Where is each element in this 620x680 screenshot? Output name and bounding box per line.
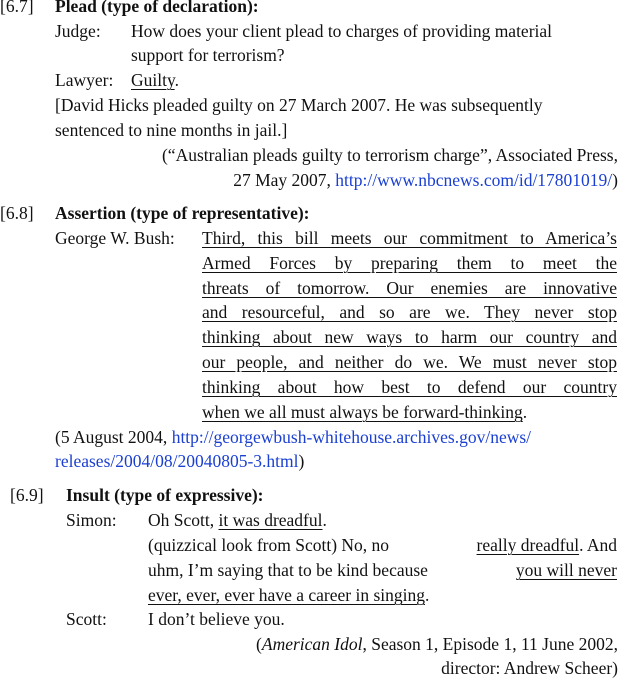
source-citation-bush-line-1 <box>55 427 531 448</box>
example-number-6-8: [6.8] <box>0 203 34 223</box>
lawyer-utterance-underlined: Guilty <box>131 70 175 90</box>
simon-line-2-underlined: really dreadful <box>476 535 580 555</box>
simon-line-1-start: Oh Scott, <box>148 510 219 530</box>
source-citation-bush-line-2 <box>55 451 304 472</box>
source-citation-idol-line-2: director: Andrew Scheer) <box>441 658 618 678</box>
source-citation-idol-details: , Season 1, Episode 1, 11 June 2002, <box>362 634 618 654</box>
source-citation-close: ) <box>612 170 618 190</box>
simon-line-1-end: . <box>322 510 327 530</box>
simon-line-2-start: (quizzical look from Scott) No, no <box>148 535 390 555</box>
source-citation-date: 27 May 2007, <box>233 170 336 190</box>
source-citation-line-2 <box>233 170 618 191</box>
bush-quote-line-6: our people, and neither do we. We must never stop <box>202 352 617 372</box>
example-number-6-7: [6.7] <box>0 0 34 16</box>
source-citation-idol-title: American Idol <box>261 634 363 654</box>
simon-utterance-line-4 <box>148 585 429 606</box>
source-link-nbcnews[interactable]: http://www.nbcnews.com/id/17801019/ <box>335 170 613 190</box>
speaker-label-judge: Judge: <box>55 21 101 41</box>
speaker-label-lawyer: Lawyer: <box>55 70 114 90</box>
example-heading-plead: Plead (type of declaration): <box>55 0 259 16</box>
bush-quote-last-underlined: when we all must always be forward-thinking <box>202 402 523 422</box>
bush-quote-line-1: Third, this bill meets our commitment to America’s <box>202 228 617 248</box>
source-citation-line-1: (“Australian pleads guilty to terrorism charge”, Associated Press, <box>161 145 618 165</box>
judge-utterance-line-1: How does your client plead to charges of providing material <box>131 21 553 41</box>
bush-quote-line-2: Armed Forces by preparing them to meet the <box>202 253 617 273</box>
source-citation-idol-line-1 <box>256 634 618 655</box>
bush-quote-line-4: and resourceful, and so are we. They never stop <box>202 302 617 322</box>
bush-quote-line-8 <box>202 402 527 423</box>
source-citation-bush-close: ) <box>298 451 305 471</box>
simon-utterance-line-2 <box>148 535 617 556</box>
source-citation-idol-open: ( <box>256 634 262 654</box>
speaker-label-scott: Scott: <box>66 609 107 629</box>
source-link-whitehouse-part-1[interactable]: http://georgewbush-whitehouse.archives.gov/news/ <box>171 427 532 447</box>
speaker-label-simon: Simon: <box>66 510 117 530</box>
bush-quote-line-3: threats of tomorrow. Our enemies are innovative <box>202 278 617 298</box>
bush-quote-period: . <box>522 402 528 422</box>
simon-utterance-line-3 <box>148 560 617 581</box>
simon-line-2-rest <box>477 535 617 556</box>
lawyer-utterance-period: . <box>174 70 179 90</box>
simon-line-4-end: . <box>424 585 430 605</box>
lawyer-utterance <box>131 70 179 91</box>
example-heading-assertion: Assertion (type of representative): <box>55 203 310 223</box>
scott-utterance: I don’t believe you. <box>148 609 285 629</box>
context-note-line-1: [David Hicks pleaded guilty on 27 March 2007. He was subsequently <box>55 95 543 115</box>
source-citation-bush-date: (5 August 2004, <box>55 427 172 447</box>
example-heading-insult: Insult (type of expressive): <box>66 485 264 505</box>
speaker-label-bush: George W. Bush: <box>55 228 175 248</box>
example-number-6-9: [6.9] <box>10 485 44 505</box>
simon-line-3-underlined: you will never <box>515 560 617 580</box>
context-note-line-2: sentenced to nine months in jail.] <box>55 120 288 140</box>
source-link-whitehouse-part-2[interactable]: releases/2004/08/20040805-3.html <box>55 451 299 471</box>
bush-quote-line-7: thinking about how best to defend our country <box>202 377 617 397</box>
judge-utterance-line-2: support for terrorism? <box>131 45 285 65</box>
simon-line-1-underlined: it was dreadful <box>218 510 323 530</box>
simon-line-3-start: uhm, I’m saying that to be kind because <box>148 560 428 580</box>
bush-quote-line-5: thinking about new ways to harm our country and <box>202 327 617 347</box>
simon-line-2-end: . And <box>579 535 617 555</box>
simon-line-4-underlined: ever, ever, ever have a career in singing <box>148 585 425 605</box>
simon-utterance-line-1 <box>148 510 327 531</box>
